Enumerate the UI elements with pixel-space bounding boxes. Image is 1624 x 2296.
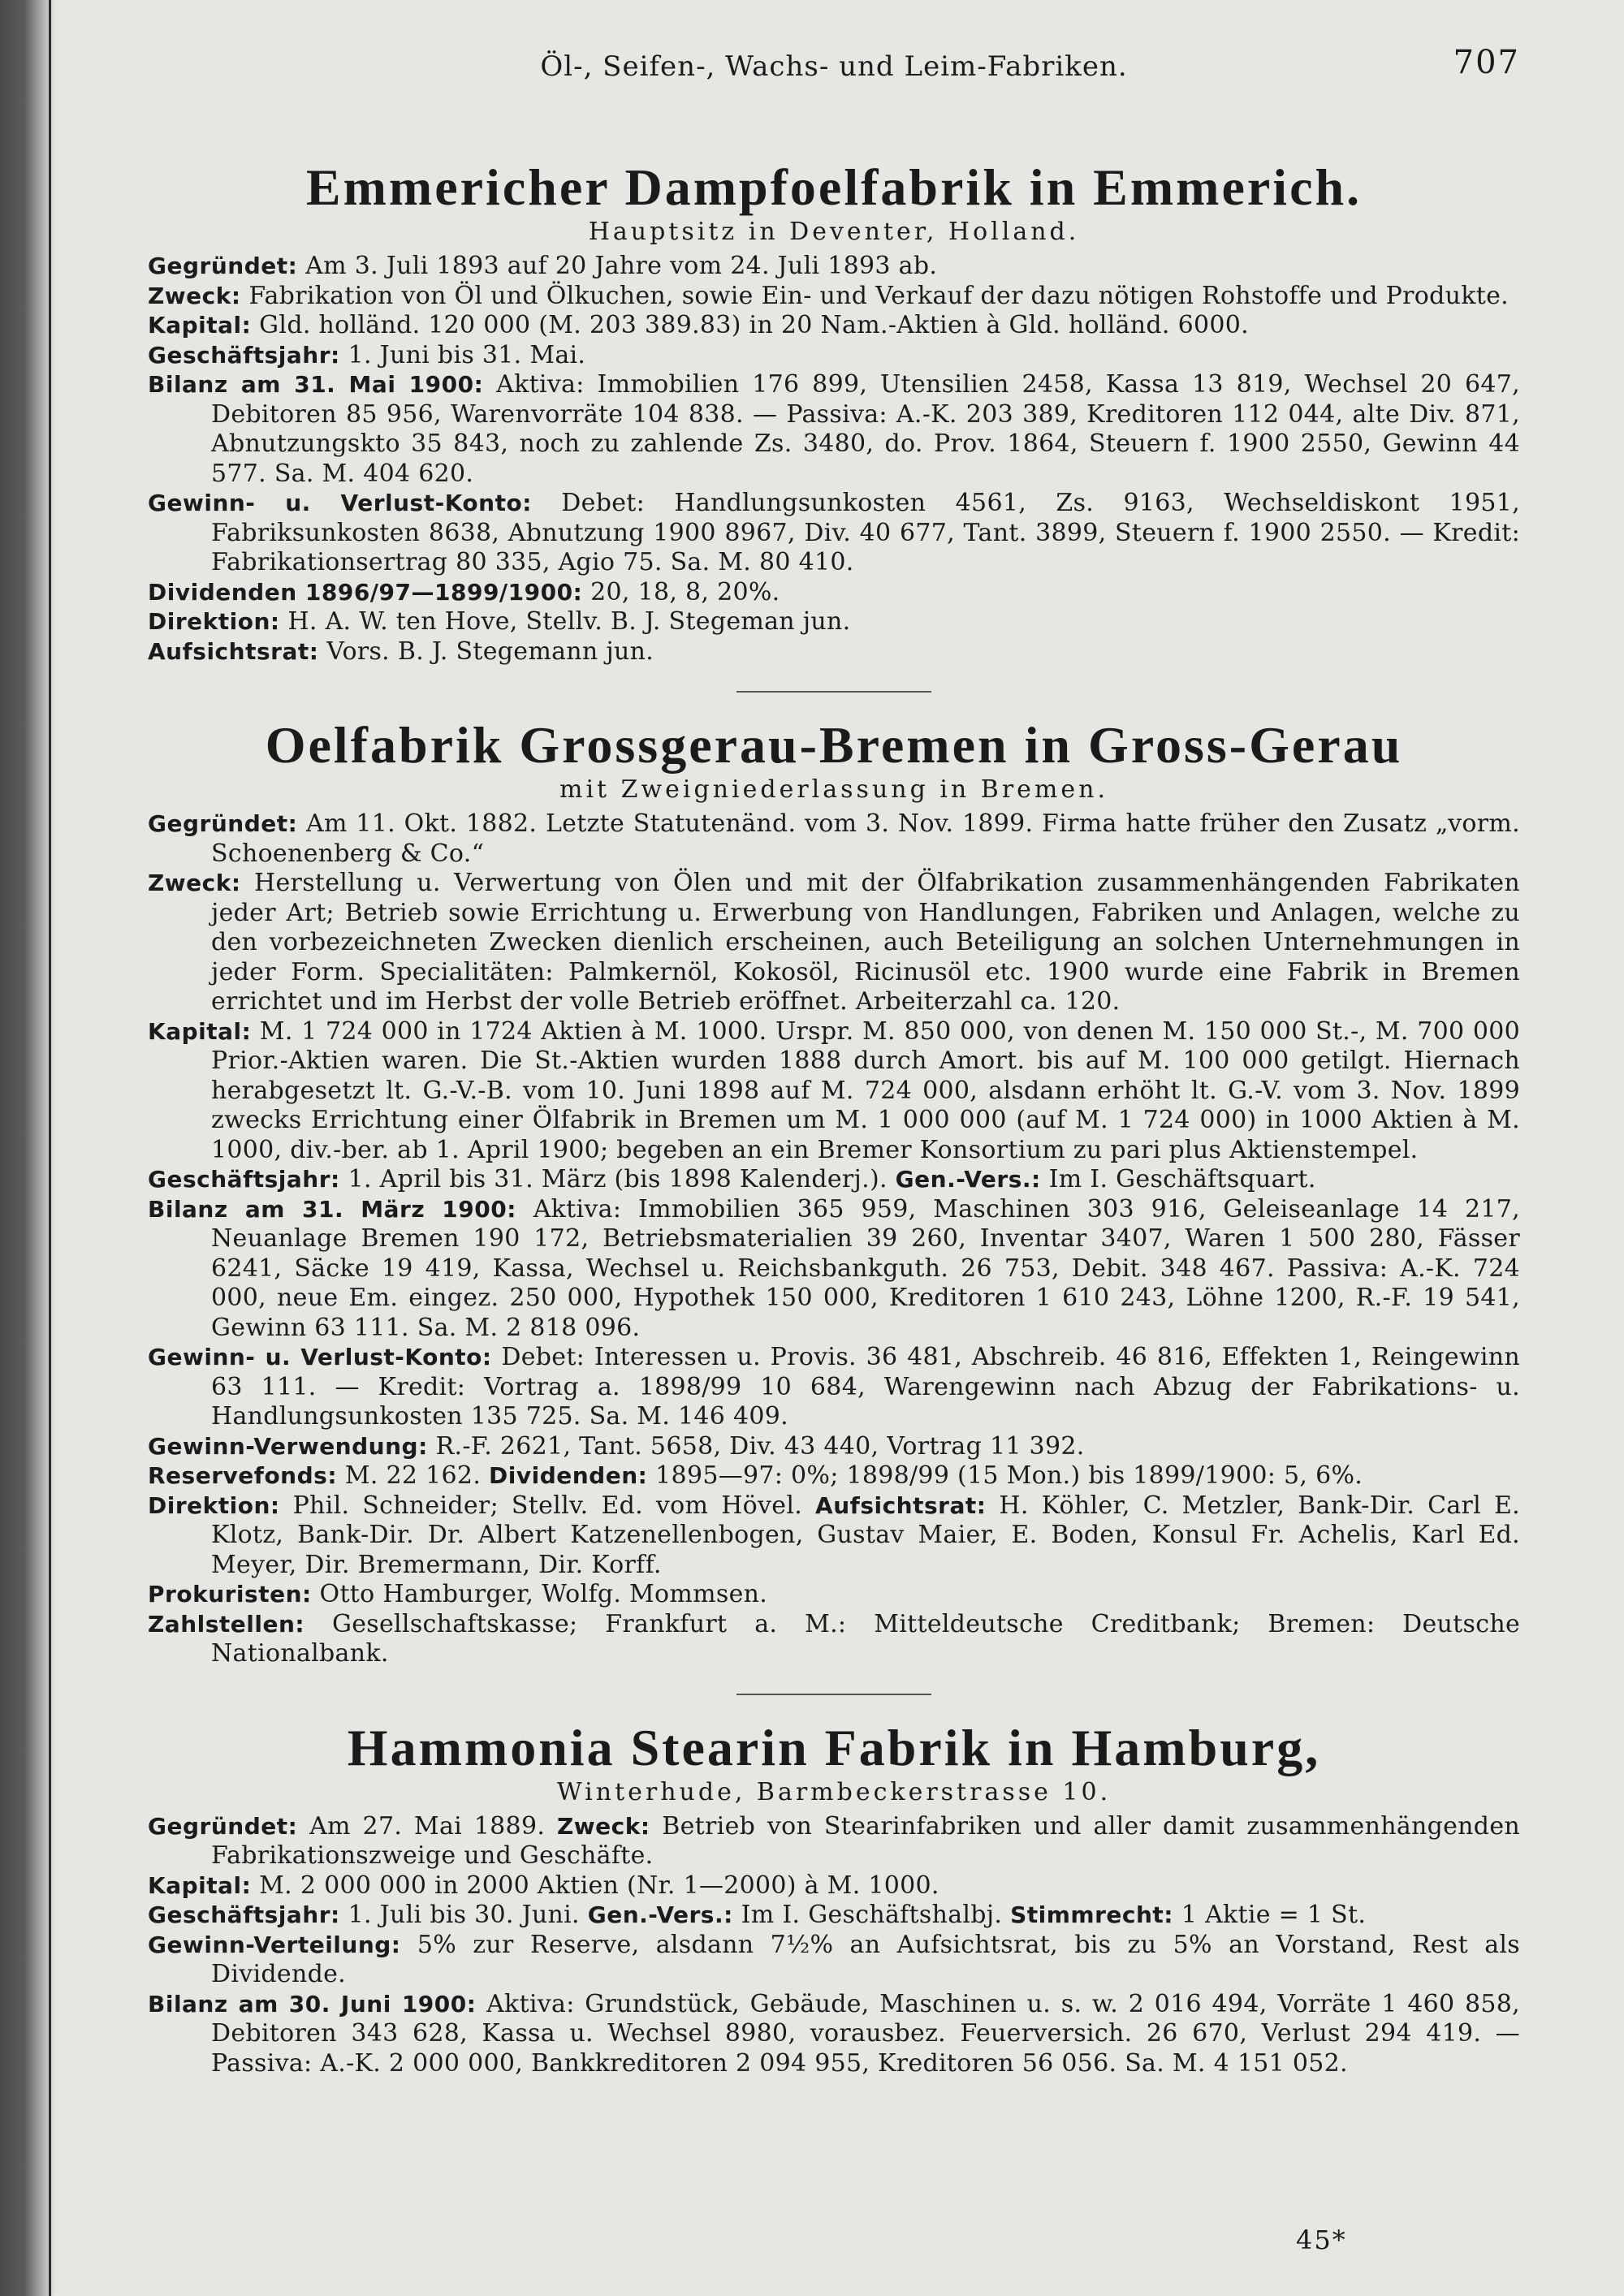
entry-zahlstellen xyxy=(148,1610,1520,1669)
entry-text: Aktiva: Grundstück, Gebäude, Maschinen u. s. w. 2 016 494, Vorräte 1 460 858, Debitoren 343 628, Kassa u. Wechsel 8980, vorausbez. Feuerversich. 26 670, Verlust 294 419. — Passiva: A.-K. 2 000 000, Bankkreditoren 2 094 955, Kreditoren 56 056. Sa. M. 4 151 052. xyxy=(211,1989,1520,2078)
entry-reservefonds xyxy=(148,1461,1520,1491)
entry-label: Zweck: xyxy=(148,870,241,896)
entry-direktion xyxy=(148,607,1520,637)
entry-text: Fabrikation von Öl und Ölkuchen, sowie Ein- und Verkauf der dazu nötigen Rohstoffe und Produkte. xyxy=(248,281,1509,310)
entry-text: 5% zur Reserve, alsdann 7½% an Aufsichtsrat, bis zu 5% an Vorstand, Rest als Dividende. xyxy=(211,1930,1520,1988)
entry-geschaeftsjahr xyxy=(148,341,1520,371)
entry-label: Aufsichtsrat: xyxy=(148,637,319,665)
page-number: 707 xyxy=(1453,44,1520,81)
entry-kapital xyxy=(148,311,1520,341)
entry-label: Gegründet: xyxy=(148,252,298,279)
entry-gegruendet xyxy=(148,809,1520,869)
signature-mark: 45* xyxy=(1296,2225,1347,2255)
entry-label: Zweck: xyxy=(148,282,241,309)
entry-text: Otto Hamburger, Wolfg. Mommsen. xyxy=(319,1580,768,1608)
company-grossgerau xyxy=(148,715,1520,1669)
entry-label: Kapital: xyxy=(148,312,252,339)
entry-zweck xyxy=(148,869,1520,1017)
section-divider xyxy=(736,691,931,693)
entry-aufsichtsrat xyxy=(148,637,1520,667)
entry-label: Bilanz am 30. Juni 1900: xyxy=(148,1990,477,2018)
entry-label: Reservefonds: xyxy=(148,1462,338,1489)
entry-text-2: Im I. Geschäftshalbj. xyxy=(741,1901,1003,1929)
company-title: Emmericher Dampfoelfabrik in Emmerich. xyxy=(305,158,1363,216)
entry-label-2: Aufsichtsrat: xyxy=(815,1491,987,1519)
entry-gewinn-verlust xyxy=(148,489,1520,578)
entry-gewinn-verlust xyxy=(148,1343,1520,1432)
entry-text: Gld. holländ. 120 000 (M. 203 389.83) in 20 Nam.-Aktien à Gld. holländ. 6000. xyxy=(259,311,1249,339)
entry-label: Gewinn-Verwendung: xyxy=(148,1432,428,1460)
entry-dividenden xyxy=(148,578,1520,608)
entry-bilanz xyxy=(148,370,1520,489)
entry-bilanz xyxy=(148,1195,1520,1344)
company-hammonia xyxy=(148,1718,1520,2079)
company-title: Hammonia Stearin Fabrik in Hamburg, xyxy=(347,1718,1321,1776)
company-subtitle: Hauptsitz in Deventer, Holland. xyxy=(588,218,1080,246)
entry-label: Kapital: xyxy=(148,1871,252,1899)
entry-label-2: Gen.-Vers.: xyxy=(587,1901,733,1928)
entry-label-2: Gen.-Vers.: xyxy=(895,1166,1041,1193)
entry-geschaeftsjahr xyxy=(148,1901,1520,1931)
entry-text: Aktiva: Immobilien 176 899, Utensilien 2458, Kassa 13 819, Wechsel 20 647, Debitoren 85 956, Warenvorräte 104 838. — Passiva: A.-K. 203 389, Kreditoren 112 044, alte Div. 871, Abnutzungskto 35 843, noch zu zahlende Zs. 3480, do. Prov. 1864, Steuern f. 1900 2550, Gewinn 44 577. Sa. M. 404 620. xyxy=(211,370,1520,488)
entry-text: Am 11. Okt. 1882. Letzte Statutenänd. vom 3. Nov. 1899. Firma hatte früher den Zusatz „vorm. Schoenenberg & Co.“ xyxy=(211,809,1520,868)
entry-label: Dividenden 1896/97—1899/1900: xyxy=(148,578,583,606)
entry-gegruendet xyxy=(148,1812,1520,1871)
entry-text: H. A. W. ten Hove, Stellv. B. J. Stegeman jun. xyxy=(287,607,851,636)
entry-text: Am 3. Juli 1893 auf 20 Jahre vom 24. Juli 1893 ab. xyxy=(305,252,938,280)
entry-bilanz xyxy=(148,1990,1520,2079)
entry-label: Bilanz am 31. März 1900: xyxy=(148,1195,516,1223)
entry-text: Phil. Schneider; Stellv. Ed. vom Hövel. xyxy=(292,1491,803,1520)
entry-text-2: 1895—97: 0%; 1898/99 (15 Mon.) bis 1899/1900: 5, 6%. xyxy=(655,1461,1363,1490)
entry-label: Gewinn-Verteilung: xyxy=(148,1931,401,1958)
entry-text: Debet: Interessen u. Provis. 36 481, Abschreib. 46 816, Effekten 1, Reingewinn 63 111. — Kredit: Vortrag a. 1898/99 10 684, Warengewinn nach Abzug der Fabrikations- u. Handlungsunkosten 135 725. Sa. M. 146 409. xyxy=(211,1343,1520,1431)
entry-label: Gewinn- u. Verlust-Konto: xyxy=(148,1344,492,1370)
entry-text-3: 1 Aktie = 1 St. xyxy=(1181,1901,1367,1929)
entry-text: Gesellschaftskasse; Frankfurt a. M.: Mitteldeutsche Creditbank; Bremen: Deutsche Nationalbank. xyxy=(211,1609,1520,1668)
entry-text: Herstellung u. Verwertung von Ölen und mit der Ölfabrikation zusammenhängenden Fabrikaten jeder Art; Betrieb sowie Errichtung u. Erwerbung von Handlungen, Fabriken und Anlagen, welche zu den vorbezeichneten Zwecken dienlich erscheinen, auch Beteiligung an solchen Unternehmungen in jeder Form. Specialitäten: Palmkernöl, Kokosöl, Ricinusöl etc. 1900 wurde eine Fabrik in Bremen errichtet und im Herbst der volle Betrieb eröffnet. Arbeiterzahl ca. 120. xyxy=(211,869,1520,1016)
book-binding-edge xyxy=(0,0,55,2296)
entry-label-2: Zweck: xyxy=(556,1812,650,1840)
entry-label: Gegründet: xyxy=(148,1812,298,1840)
section-divider xyxy=(736,1694,931,1695)
entry-text: Debet: Handlungsunkosten 4561, Zs. 9163, Wechseldiskont 1951, Fabriksunkosten 8638, Abnutzung 1900 8967, Div. 40 677, Tant. 3899, Steuern f. 1900 2550. — Kredit: Fabrikationsertrag 80 335, Agio 75. Sa. M. 80 410. xyxy=(211,489,1521,576)
entry-geschaeftsjahr xyxy=(148,1165,1520,1195)
entry-label: Geschäftsjahr: xyxy=(148,1901,340,1928)
company-title: Oelfabrik Grossgerau-Bremen in Gross-Gerau xyxy=(265,716,1403,774)
entry-text: M. 2 000 000 in 2000 Aktien (Nr. 1—2000) à M. 1000. xyxy=(259,1871,939,1900)
entry-text-2: Betrieb von Stearinfabriken und aller damit zusammenhängenden Fabrikationszweige und Geschäfte. xyxy=(211,1811,1520,1870)
entry-text: M. 22 162. xyxy=(344,1461,482,1490)
entry-gewinn-verwendung xyxy=(148,1432,1520,1462)
entry-text: 20, 18, 8, 20%. xyxy=(590,577,780,606)
entry-label: Gegründet: xyxy=(148,810,298,837)
entry-gegruendet xyxy=(148,252,1520,282)
binding-line xyxy=(49,0,51,2296)
entry-text: Am 27. Mai 1889. xyxy=(309,1811,546,1841)
entry-text: 1. Juni bis 31. Mai. xyxy=(348,340,586,369)
running-head xyxy=(148,32,1520,84)
entry-text: R.-F. 2621, Tant. 5658, Div. 43 440, Vortrag 11 392. xyxy=(435,1431,1085,1461)
entry-kapital xyxy=(148,1017,1520,1166)
entry-label: Geschäftsjahr: xyxy=(148,1166,340,1193)
entry-text-2: H. Köhler, C. Metzler, Bank-Dir. Carl E. Klotz, Bank-Dir. Dr. Albert Katzenellenbogen, Gustav Maier, E. Boden, Konsul Fr. Achelis, Karl Ed. Meyer, Dir. Bremermann, Dir. Korff. xyxy=(211,1491,1521,1579)
entry-text: Aktiva: Immobilien 365 959, Maschinen 303 916, Geleiseanlage 14 217, Neuanlage Bremen 190 172, Betriebsmaterialien 39 260, Inventar 3407, Waren 1 500 280, Fässer 6241, Säcke 19 419, Kassa, Wechsel u. Reichsbankguth. 26 753, Debit. 348 467. Passiva: A.-K. 724 000, neue Em. eingez. 250 000, Hypothek 150 000, Kreditoren 1 610 243, Löhne 1200, R.-F. 19 541, Gewinn 63 111. Sa. M. 2 818 096. xyxy=(211,1194,1520,1342)
entry-prokuristen xyxy=(148,1580,1520,1610)
entry-label: Direktion: xyxy=(148,1491,280,1519)
entry-label: Zahlstellen: xyxy=(148,1610,305,1638)
page xyxy=(148,32,1520,2078)
entry-label: Gewinn- u. Verlust-Konto: xyxy=(148,490,532,516)
entry-direktion xyxy=(148,1491,1520,1581)
entry-label-2: Dividenden: xyxy=(489,1462,648,1489)
entry-zweck xyxy=(148,282,1520,312)
entry-label: Kapital: xyxy=(148,1017,252,1045)
entry-text: Vors. B. J. Stegemann jun. xyxy=(326,637,654,666)
running-title: Öl-, Seifen-, Wachs- und Leim-Fabriken. xyxy=(540,50,1128,83)
entry-kapital xyxy=(148,1871,1520,1901)
entry-label: Geschäftsjahr: xyxy=(148,341,340,369)
entry-label-3: Stimmrecht: xyxy=(1010,1901,1173,1928)
entry-label: Direktion: xyxy=(148,608,280,635)
entry-label: Prokuristen: xyxy=(148,1581,312,1608)
entry-text-2: Im I. Geschäftsquart. xyxy=(1048,1165,1316,1193)
entry-gewinn-verteilung xyxy=(148,1931,1520,1990)
company-emmericher xyxy=(148,158,1520,667)
entry-label: Bilanz am 31. Mai 1900: xyxy=(148,371,484,398)
entry-text: 1. April bis 31. März (bis 1898 Kalenderj.). xyxy=(348,1165,888,1193)
company-subtitle: Winterhude, Barmbeckerstrasse 10. xyxy=(556,1777,1112,1806)
company-subtitle: mit Zweigniederlassung in Bremen. xyxy=(559,775,1108,804)
entry-text: M. 1 724 000 in 1724 Aktien à M. 1000. Urspr. M. 850 000, von denen M. 150 000 St.-, M. 700 000 Prior.-Aktien waren. Die St.-Aktien wurden 1888 durch Amort. bis auf M. 100 000 getilgt. Hiernach herabgesetzt lt. G.-V.-B. vom 10. Juni 1898 auf M. 724 000, alsdann erhöht lt. G.-V. vom 3. Nov. 1899 zwecks Errichtung einer Ölfabrik in Bremen um M. 1 000 000 (auf M. 1 724 000) in 1000 Aktien à M. 1000, div.-ber. ab 1. April 1900; begeben an ein Bremer Konsortium zu pari plus Aktienstempel. xyxy=(211,1016,1520,1164)
entry-text: 1. Juli bis 30. Juni. xyxy=(348,1901,580,1929)
